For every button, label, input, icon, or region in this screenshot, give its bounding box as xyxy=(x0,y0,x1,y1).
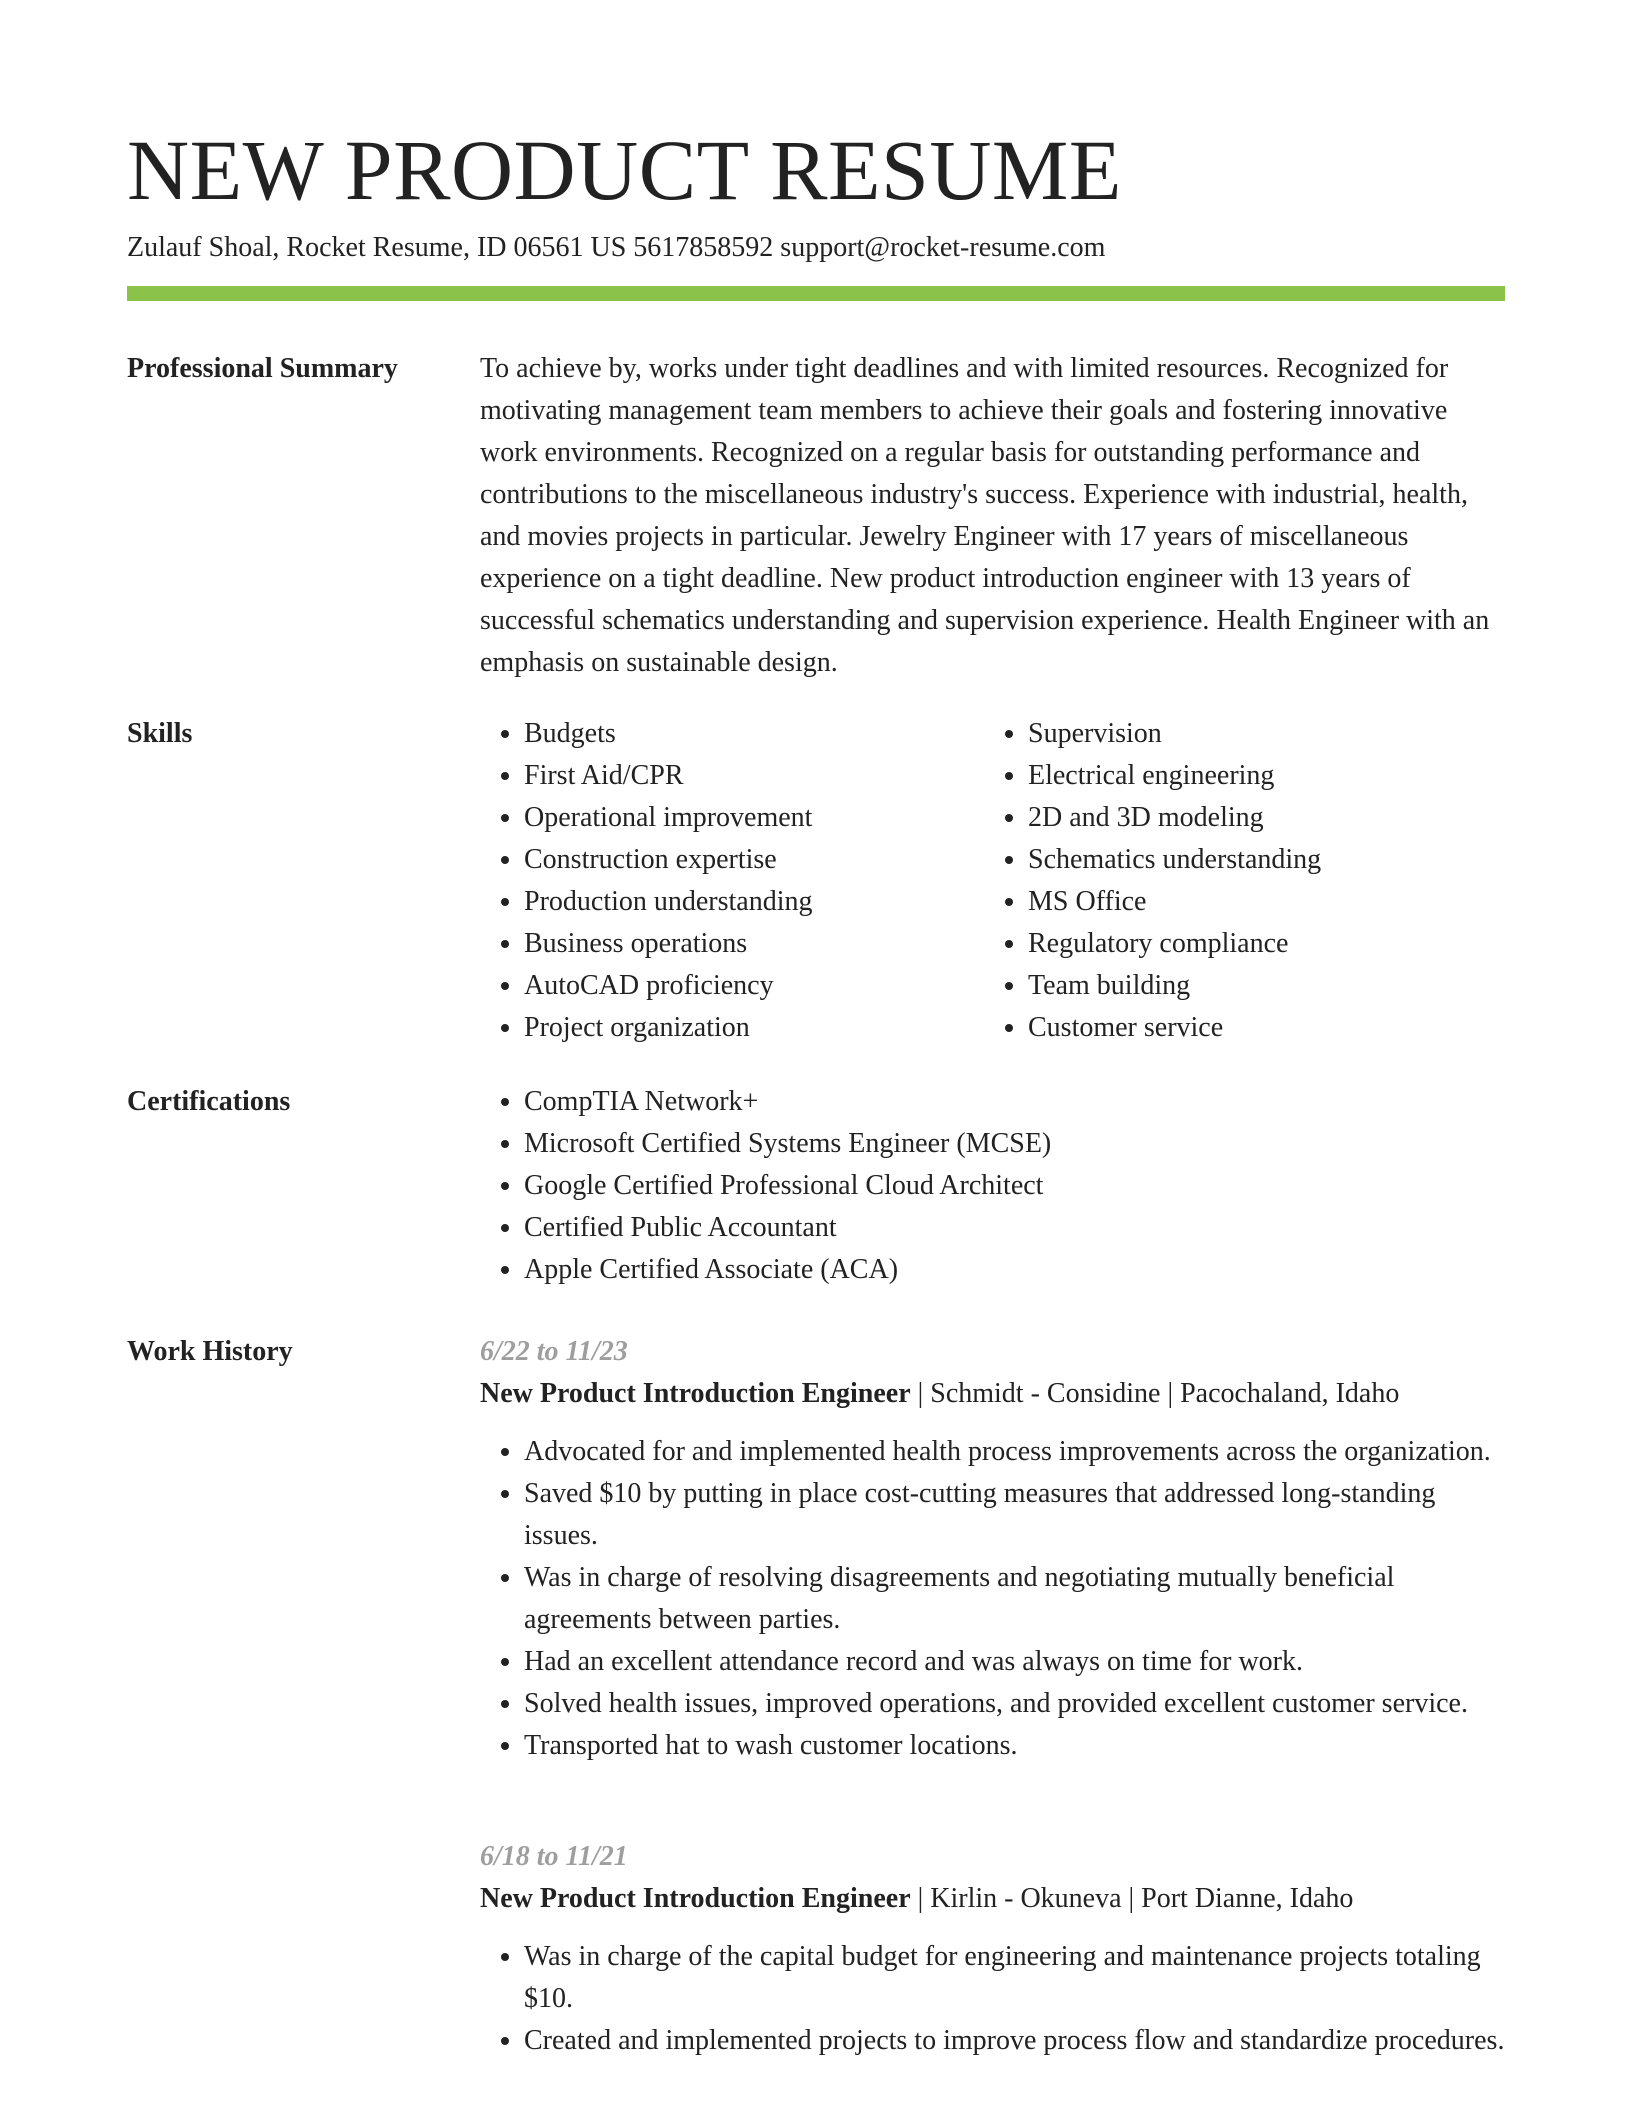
skill-item: • 2D and 3D modeling xyxy=(1028,797,1548,839)
skill-item: • Project organization xyxy=(524,1007,1024,1049)
certification-item: • Apple Certified Associate (ACA) xyxy=(524,1249,1505,1291)
job-bullet: • Advocated for and implemented health process improvements across the organization. xyxy=(524,1431,1505,1473)
skills-columns xyxy=(480,713,1505,1049)
skills-list-right xyxy=(984,713,1548,1049)
certification-item: • Certified Public Accountant xyxy=(524,1207,1505,1249)
accent-divider xyxy=(127,286,1505,301)
skill-item: • Operational improvement xyxy=(524,797,1024,839)
work-history-heading: Work History xyxy=(127,1336,293,1367)
skill-item: • Production understanding xyxy=(524,881,1024,923)
job-details: | Schmidt - Considine | Pacochaland, Idaho xyxy=(910,1378,1400,1409)
certification-item: • Microsoft Certified Systems Engineer (MCSE) xyxy=(524,1123,1505,1165)
certification-item: • CompTIA Network+ xyxy=(524,1081,1505,1123)
contact-city: Rocket Resume, xyxy=(286,232,470,263)
summary-heading: Professional Summary xyxy=(127,353,398,384)
certifications-heading: Certifications xyxy=(127,1086,291,1117)
page-title: NEW PRODUCT RESUME xyxy=(127,122,1122,218)
job-bullets xyxy=(480,1431,1505,1767)
skill-item: • Customer service xyxy=(1028,1007,1548,1049)
contact-name: Zulauf Shoal, xyxy=(127,232,280,263)
skill-item: • Team building xyxy=(1028,965,1548,1007)
certifications-list xyxy=(480,1081,1505,1291)
contact-line xyxy=(127,230,1105,266)
job-dates: 6/18 to 11/21 xyxy=(480,1841,628,1872)
job-bullet: • Created and implemented projects to improve process flow and standardize procedures. xyxy=(524,2020,1505,2062)
skills-heading: Skills xyxy=(127,718,193,749)
job-title: New Product Introduction Engineer xyxy=(480,1378,911,1409)
job-entry xyxy=(480,1836,1505,2062)
skills-list-left xyxy=(480,713,1024,1049)
certifications-body xyxy=(480,1081,1505,1291)
skill-item: • First Aid/CPR xyxy=(524,755,1024,797)
job-bullet: • Saved $10 by putting in place cost-cutting measures that addressed long-standing issues. xyxy=(524,1473,1505,1557)
summary-body xyxy=(480,348,1505,684)
job-bullet: • Had an excellent attendance record and was always on time for work. xyxy=(524,1641,1505,1683)
job-heading xyxy=(480,1373,1505,1415)
contact-phone: 5617858592 xyxy=(633,232,774,263)
skill-item: • Budgets xyxy=(524,713,1024,755)
job-title: New Product Introduction Engineer xyxy=(480,1883,911,1914)
summary-text: To achieve by, works under tight deadlines and with limited resources. Recognized for motivating management team members to achieve their goals and fostering innovative work environments. Recognized on a regular basis for outstanding performance and contributions to the miscellaneous industry's success. Experience with industrial, health, and movies projects in particular. Jewelry Engineer with 17 years of miscellaneous experience on a tight deadline. New product introduction engineer with 13 years of successful schematics understanding and supervision experience. Health Engineer with an emphasis on sustainable design. xyxy=(480,353,1490,678)
job-bullet: • Solved health issues, improved operations, and provided excellent customer service. xyxy=(524,1683,1505,1725)
job-entry xyxy=(480,1331,1505,1767)
job-bullet: • Transported hat to wash customer locations. xyxy=(524,1725,1505,1767)
job-dates: 6/22 to 11/23 xyxy=(480,1336,628,1367)
skill-item: • Business operations xyxy=(524,923,1024,965)
job-bullet: • Was in charge of resolving disagreements and negotiating mutually beneficial agreements between parties. xyxy=(524,1557,1505,1641)
skill-item: • Regulatory compliance xyxy=(1028,923,1548,965)
contact-country: US xyxy=(590,232,627,263)
job-heading xyxy=(480,1878,1505,1920)
skills-body xyxy=(480,713,1505,1049)
job-bullets xyxy=(480,1936,1505,2062)
contact-email[interactable]: support@rocket-resume.com xyxy=(780,232,1106,263)
job-details: | Kirlin - Okuneva | Port Dianne, Idaho xyxy=(910,1883,1354,1914)
skill-item: • AutoCAD proficiency xyxy=(524,965,1024,1007)
certification-item: • Google Certified Professional Cloud Architect xyxy=(524,1165,1505,1207)
skill-item: • Construction expertise xyxy=(524,839,1024,881)
skill-item: • MS Office xyxy=(1028,881,1548,923)
job-bullet: • Was in charge of the capital budget for engineering and maintenance projects totaling $10. xyxy=(524,1936,1505,2020)
skill-item: • Supervision xyxy=(1028,713,1548,755)
skill-item: • Electrical engineering xyxy=(1028,755,1548,797)
skill-item: • Schematics understanding xyxy=(1028,839,1548,881)
contact-state-zip: ID 06561 xyxy=(476,232,584,263)
